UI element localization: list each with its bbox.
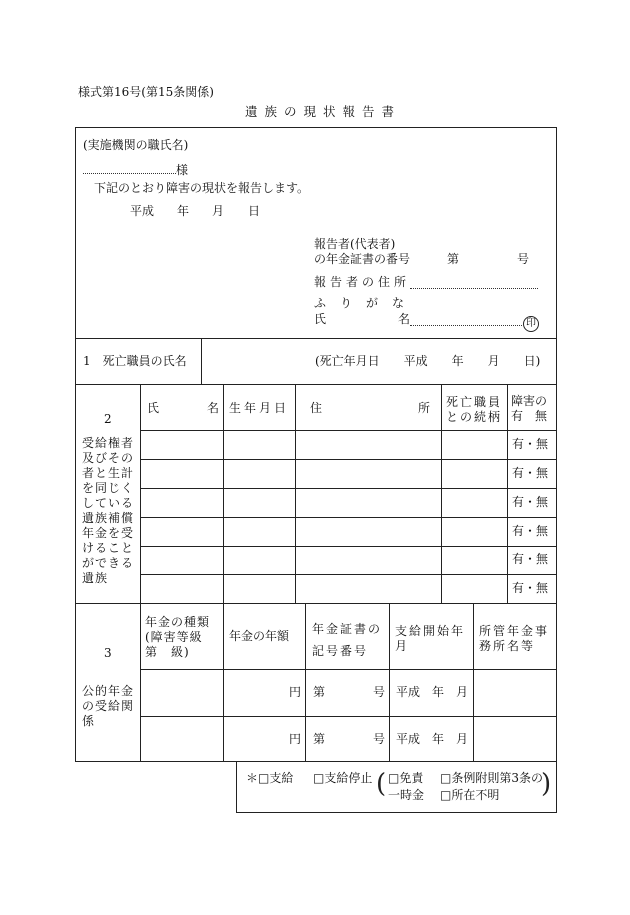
disability-row-2[interactable]: 有・無: [512, 466, 549, 480]
section1-label: 1 死亡職員の氏名: [83, 354, 187, 368]
right-paren-bracket: ): [541, 769, 552, 799]
section2-description: 受給権者及びその者と生計を同じくしている遺族補償年金を受けることができる遺族: [82, 436, 135, 585]
col-certificate-number: 年金証書の記号番号: [312, 622, 383, 658]
report-date-year: 年: [177, 204, 190, 218]
report-date-month: 月: [212, 204, 225, 218]
disability-row-3[interactable]: 有・無: [512, 495, 549, 509]
col-relationship: 死亡職員との続柄: [446, 395, 503, 424]
section3-number: 3: [104, 646, 112, 660]
cert-dai-1: 第: [313, 685, 326, 699]
start-date-2: 平成 年 月: [396, 732, 469, 746]
name-label-2: 名: [398, 312, 411, 326]
checkbox-whereabouts-unknown[interactable]: □所在不明: [440, 788, 500, 802]
col-address-b: 所: [418, 401, 431, 415]
furigana-label: ふりがな: [314, 296, 419, 310]
section3-description: 公的年金の受給関係: [82, 684, 135, 728]
col-address-a: 住: [310, 401, 323, 415]
cert-go-2: 号: [373, 732, 386, 746]
cert-dai-2: 第: [313, 732, 326, 746]
col-disability-l2: 有 無: [511, 409, 548, 423]
amount-yen-1: 円: [289, 685, 302, 699]
disability-row-4[interactable]: 有・無: [512, 524, 549, 538]
col-birthdate: 生年月日: [229, 401, 290, 415]
cert-number-prefix: 第: [447, 252, 460, 266]
reporter-address-label: 報告者の住所: [314, 275, 411, 289]
col-disability-l1: 障害の: [511, 394, 548, 408]
seal-mark: 印: [523, 316, 539, 332]
reporter-name-field[interactable]: [410, 313, 522, 326]
form-number-label: 様式第16号(第15条関係): [78, 85, 214, 99]
checkbox-exemption[interactable]: □免責: [388, 771, 424, 785]
footer-asterisk: ＊: [246, 771, 259, 785]
left-paren-bracket: (: [376, 769, 387, 799]
addressee-blank[interactable]: [83, 161, 176, 174]
report-date-era: 平成: [130, 204, 155, 218]
start-date-1: 平成 年 月: [396, 685, 469, 699]
disability-row-6[interactable]: 有・無: [512, 581, 549, 595]
col-pension-amount: 年金の年額: [229, 629, 290, 643]
section2-number: 2: [104, 412, 112, 426]
addressee-line: [83, 161, 188, 178]
col-name-b: 名: [207, 401, 220, 415]
amount-yen-2: 円: [289, 732, 302, 746]
document-title: 遺族の現状報告書: [245, 104, 402, 119]
intro-text: 下記のとおり障害の現状を報告します。: [94, 181, 310, 195]
cert-go-1: 号: [373, 685, 386, 699]
checkbox-supplementary-article3[interactable]: □条例附則第3条の: [440, 771, 543, 785]
checkbox-payment-suspended[interactable]: □支給停止: [313, 771, 373, 785]
col-payment-start: 支給開始年月: [395, 624, 466, 653]
col-pension-office: 所管年金事務所名等: [479, 624, 550, 653]
disability-row-1[interactable]: 有・無: [512, 437, 549, 451]
name-label-1: 氏: [314, 312, 327, 326]
honorific-sama: 様: [176, 163, 189, 177]
col-name-a: 氏: [147, 401, 160, 415]
lump-sum-label: 一時金: [388, 788, 425, 802]
death-date-text: (死亡年月日 平成 年 月 日): [315, 354, 541, 368]
agency-label: (実施機関の職氏名): [83, 138, 189, 152]
disability-row-5[interactable]: 有・無: [512, 552, 549, 566]
col-pension-type: 年金の種類(障害等級 第 級): [145, 615, 216, 659]
cert-number-suffix: 号: [517, 252, 530, 266]
checkbox-payment[interactable]: □支給: [258, 771, 294, 785]
reporter-address-field[interactable]: [410, 276, 538, 289]
certificate-number-label: の年金証書の番号: [314, 252, 411, 266]
reporter-label: 報告者(代表者): [314, 237, 396, 251]
report-date-day: 日: [248, 204, 261, 218]
